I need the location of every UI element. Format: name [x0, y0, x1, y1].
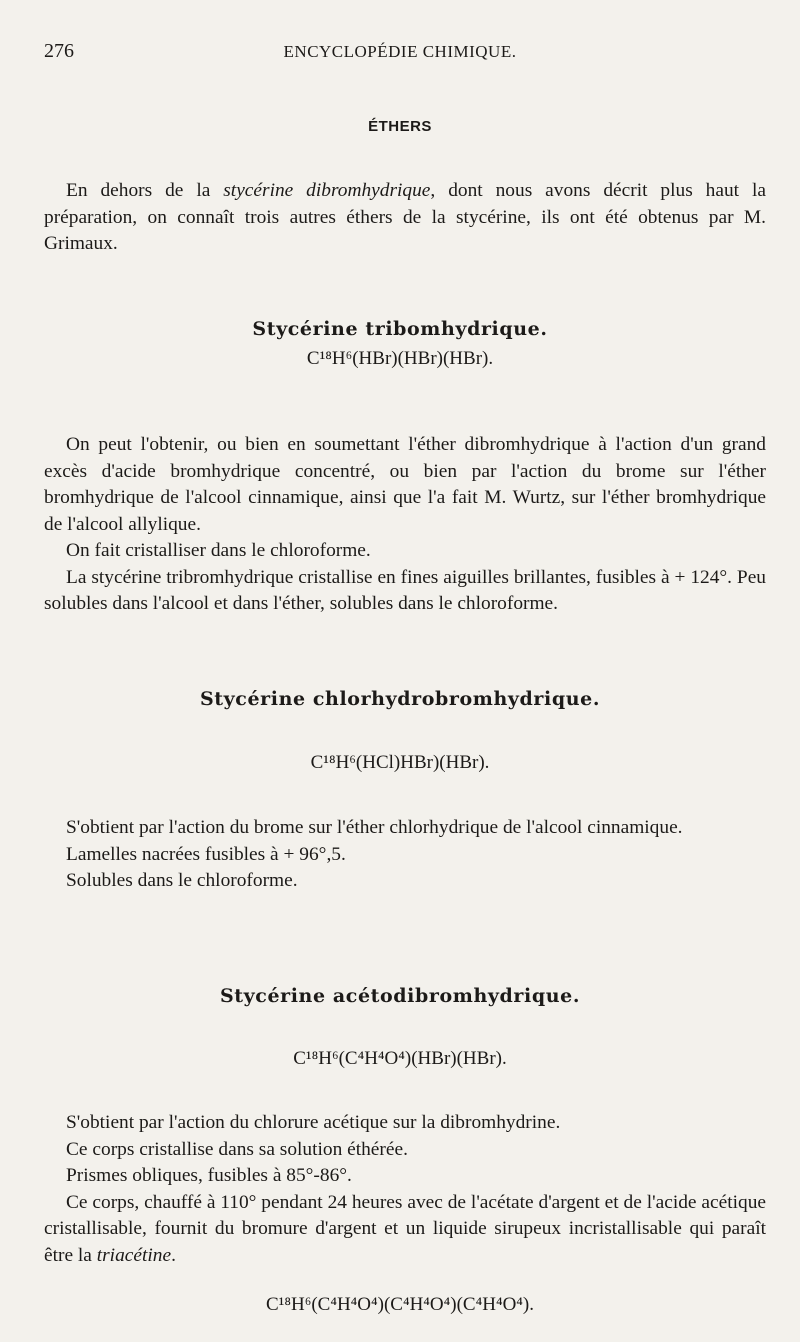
page-number: 276 [44, 40, 74, 62]
compound-formula-chlorhydrobromhydrique: C¹⁸H⁶(HCl)HBr)(HBr). [310, 752, 490, 773]
paragraph: On fait cristalliser dans le chloroforme. [66, 540, 371, 561]
section-heading: ÉTHERS [368, 118, 432, 135]
paragraph: La stycérine tribromhydrique cristallise en fines aiguilles brillantes, fusibles à + 124°. Peu solubles dans l'alcool et dans l'éther, solubles dans le chloroforme. [44, 566, 766, 614]
compound-title-tribromhydrique: Stycérine tribomhydrique. [252, 318, 548, 340]
paragraph: Prismes obliques, fusibles à 85°-86°. [66, 1165, 352, 1186]
paragraph: S'obtient par l'action du chlorure acétique sur la dibromhydrine. [66, 1112, 561, 1133]
running-head [44, 40, 756, 66]
compound-formula-acetodibromhydrique: C¹⁸H⁶(C⁴H⁴O⁴)(HBr)(HBr). [293, 1048, 507, 1069]
paragraph: Solubles dans le chloroforme. [66, 870, 298, 891]
compound-body-tribromhydrique [44, 432, 766, 618]
intro-paragraph [44, 178, 766, 258]
final-formula-triacetine: C¹⁸H⁶(C⁴H⁴O⁴)(C⁴H⁴O⁴)(C⁴H⁴O⁴). [265, 1294, 534, 1315]
paragraph: Lamelles nacrées fusibles à + 96°,5. [66, 843, 346, 865]
compound-title-acetodibromhydrique: Stycérine acétodibromhydrique. [219, 985, 581, 1007]
compound-formula-tribromhydrique: C¹⁸H⁶(HBr)(HBr)(HBr). [306, 348, 494, 369]
journal-title: ENCYCLOPÉDIE CHIMIQUE. [283, 42, 517, 61]
intro-text-end: , dont nous avons décrit plus haut la préparation, on connaît trois autres éthers de la stycérine, ils ont été obtenus par M. Grimaux. [44, 180, 766, 254]
paragraph: Ce corps cristallise dans sa solution éthérée. [66, 1138, 408, 1160]
paragraph-triacetine [44, 1190, 766, 1270]
intro-text-start: En dehors de la [66, 180, 224, 201]
triacetine-term: triacétine [96, 1244, 172, 1266]
paragraph: On peut l'obtenir, ou bien en soumettant l'éther dibromhydrique à l'action d'un grand excès d'acide bromhydrique concentré, ou bien par l'action du brome sur l'éther bromhydrique de l'alcool cinnamique, ainsi que l'a fait M. Wurtz, sur l'éther bromhydrique de l'alcool allylique. [44, 434, 766, 535]
triacetine-text-end: . [171, 1244, 176, 1266]
intro-italic-term: stycérine dibromhydrique [223, 180, 431, 201]
paragraph: S'obtient par l'action du brome sur l'éther chlorhydrique de l'alcool cinnamique. [66, 817, 683, 838]
compound-title-chlorhydrobromhydrique: Stycérine chlorhydrobromhydrique. [199, 688, 601, 710]
compound-body-chlorhydrobromhydrique [44, 815, 766, 895]
triacetine-text-start: Ce corps, chauffé à 110° pendant 24 heures avec de l'acétate d'argent et de l'acide acétique cristallisable, fournit du bromure d'argent et un liquide sirupeux incristallisable qui paraît être la [44, 1191, 766, 1266]
compound-body-acetodibromhydrique [44, 1110, 766, 1269]
